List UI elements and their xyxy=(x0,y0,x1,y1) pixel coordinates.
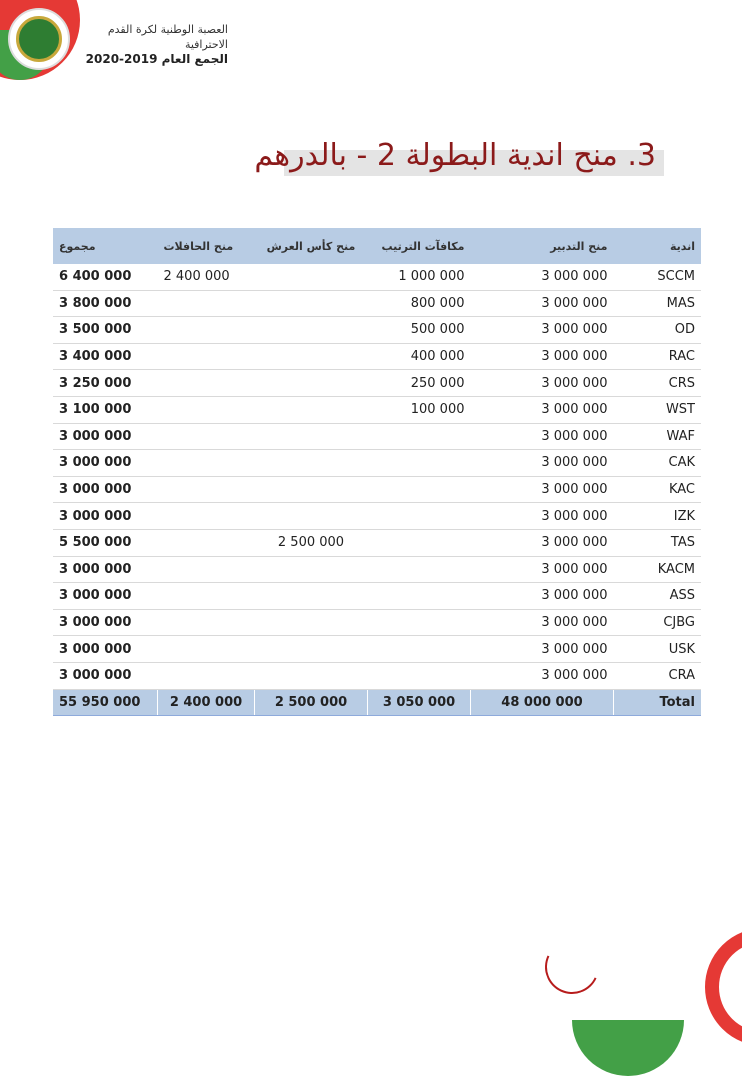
cell-throne-cup xyxy=(255,556,368,583)
cell-throne-cup xyxy=(255,662,368,689)
cell-management: 3 000 000 xyxy=(471,343,614,370)
cell-total: 3 000 000 xyxy=(53,503,158,530)
league-logo-icon xyxy=(8,8,70,70)
cell-caravans xyxy=(158,503,255,530)
cell-club: MAS xyxy=(614,290,702,317)
total-caravans: 2 400 000 xyxy=(158,689,255,716)
cell-throne-cup xyxy=(255,290,368,317)
cell-club: USK xyxy=(614,636,702,663)
header-management: منح التدبير xyxy=(471,228,614,264)
cell-ranking: 400 000 xyxy=(368,343,471,370)
cell-caravans xyxy=(158,423,255,450)
cell-caravans xyxy=(158,609,255,636)
cell-ranking xyxy=(368,556,471,583)
header-ranking: مكافآت الترتيب xyxy=(368,228,471,264)
table-row xyxy=(53,396,701,423)
cell-throne-cup xyxy=(255,343,368,370)
cell-management: 3 000 000 xyxy=(471,609,614,636)
total-total: 55 950 000 xyxy=(53,689,158,716)
cell-caravans xyxy=(158,290,255,317)
cell-caravans xyxy=(158,636,255,663)
table-row xyxy=(53,609,701,636)
cell-club: IZK xyxy=(614,503,702,530)
cell-management: 3 000 000 xyxy=(471,290,614,317)
header-total: مجموع xyxy=(53,228,158,264)
cell-ranking xyxy=(368,476,471,503)
header-caravans: منح الحافلات xyxy=(158,228,255,264)
cell-club: SCCM xyxy=(614,264,702,290)
header-club: اندية xyxy=(614,228,702,264)
table-row xyxy=(53,317,701,344)
cell-ranking: 1 000 000 xyxy=(368,264,471,290)
cell-club: KACM xyxy=(614,556,702,583)
table-row xyxy=(53,476,701,503)
cell-club: TAS xyxy=(614,529,702,556)
cell-management: 3 000 000 xyxy=(471,556,614,583)
cell-ranking xyxy=(368,609,471,636)
cell-caravans xyxy=(158,396,255,423)
cell-ranking: 250 000 xyxy=(368,370,471,397)
cell-club: ASS xyxy=(614,583,702,610)
table-row xyxy=(53,503,701,530)
cell-club: WAF xyxy=(614,423,702,450)
table-row xyxy=(53,529,701,556)
table-body xyxy=(53,264,701,716)
cell-management: 3 000 000 xyxy=(471,264,614,290)
cell-total: 3 800 000 xyxy=(53,290,158,317)
total-club: Total xyxy=(614,689,702,716)
decorative-red-ring xyxy=(705,928,742,1046)
organization-name: العصبة الوطنية لكرة القدم الاحترافية xyxy=(107,23,228,51)
cell-total: 3 000 000 xyxy=(53,423,158,450)
cell-caravans xyxy=(158,662,255,689)
cell-caravans: 2 400 000 xyxy=(158,264,255,290)
cell-caravans xyxy=(158,476,255,503)
cell-total: 5 500 000 xyxy=(53,529,158,556)
decorative-arc xyxy=(537,932,606,1001)
cell-total: 3 500 000 xyxy=(53,317,158,344)
table-row xyxy=(53,450,701,477)
cell-throne-cup xyxy=(255,609,368,636)
cell-total: 3 000 000 xyxy=(53,556,158,583)
cell-club: OD xyxy=(614,317,702,344)
cell-club: KAC xyxy=(614,476,702,503)
cell-ranking xyxy=(368,503,471,530)
cell-total: 3 000 000 xyxy=(53,609,158,636)
cell-total: 3 000 000 xyxy=(53,583,158,610)
cell-total: 3 100 000 xyxy=(53,396,158,423)
cell-management: 3 000 000 xyxy=(471,396,614,423)
cell-management: 3 000 000 xyxy=(471,370,614,397)
cell-management: 3 000 000 xyxy=(471,503,614,530)
total-ranking: 3 050 000 xyxy=(368,689,471,716)
cell-caravans xyxy=(158,556,255,583)
cell-management: 3 000 000 xyxy=(471,450,614,477)
cell-club: CJBG xyxy=(614,609,702,636)
cell-total: 3 400 000 xyxy=(53,343,158,370)
cell-total: 3 250 000 xyxy=(53,370,158,397)
table-row xyxy=(53,343,701,370)
cell-throne-cup xyxy=(255,476,368,503)
table-row xyxy=(53,636,701,663)
cell-ranking xyxy=(368,450,471,477)
cell-total: 6 400 000 xyxy=(53,264,158,290)
cell-throne-cup xyxy=(255,264,368,290)
table-row xyxy=(53,290,701,317)
cell-throne-cup xyxy=(255,636,368,663)
cell-ranking xyxy=(368,636,471,663)
table-row xyxy=(53,662,701,689)
table-row xyxy=(53,583,701,610)
cell-throne-cup xyxy=(255,503,368,530)
cell-club: CRS xyxy=(614,370,702,397)
cell-ranking xyxy=(368,423,471,450)
cell-ranking: 500 000 xyxy=(368,317,471,344)
cell-management: 3 000 000 xyxy=(471,317,614,344)
cell-ranking xyxy=(368,662,471,689)
cell-club: RAC xyxy=(614,343,702,370)
cell-ranking: 100 000 xyxy=(368,396,471,423)
total-management: 48 000 000 xyxy=(471,689,614,716)
cell-total: 3 000 000 xyxy=(53,636,158,663)
cell-ranking xyxy=(368,529,471,556)
cell-caravans xyxy=(158,583,255,610)
cell-management: 3 000 000 xyxy=(471,476,614,503)
cell-throne-cup xyxy=(255,370,368,397)
cell-throne-cup xyxy=(255,396,368,423)
totals-row xyxy=(53,689,701,716)
cell-throne-cup xyxy=(255,317,368,344)
cell-throne-cup xyxy=(255,423,368,450)
cell-club: CAK xyxy=(614,450,702,477)
cell-total: 3 000 000 xyxy=(53,662,158,689)
decorative-green-half-circle xyxy=(572,1020,684,1076)
cell-management: 3 000 000 xyxy=(471,662,614,689)
cell-throne-cup xyxy=(255,450,368,477)
cell-total: 3 000 000 xyxy=(53,476,158,503)
table-row xyxy=(53,423,701,450)
organization-header xyxy=(78,22,228,67)
header-throne-cup: منح كأس العرش xyxy=(255,228,368,264)
cell-club: CRA xyxy=(614,662,702,689)
cell-throne-cup xyxy=(255,583,368,610)
cell-throne-cup: 2 500 000 xyxy=(255,529,368,556)
cell-club: WST xyxy=(614,396,702,423)
cell-management: 3 000 000 xyxy=(471,423,614,450)
general-assembly-label: الجمع العام 2019-2020 xyxy=(85,52,228,66)
total-throne-cup: 2 500 000 xyxy=(255,689,368,716)
grants-table xyxy=(53,228,701,716)
cell-management: 3 000 000 xyxy=(471,636,614,663)
cell-caravans xyxy=(158,529,255,556)
cell-caravans xyxy=(158,343,255,370)
cell-caravans xyxy=(158,317,255,344)
cell-ranking: 800 000 xyxy=(368,290,471,317)
page-title: 3. منح اندية البطولة 2 - بالدرهم xyxy=(254,138,656,173)
cell-total: 3 000 000 xyxy=(53,450,158,477)
table-row xyxy=(53,556,701,583)
table-row xyxy=(53,370,701,397)
table-row xyxy=(53,264,701,290)
cell-ranking xyxy=(368,583,471,610)
table-header-row xyxy=(53,228,701,264)
cell-caravans xyxy=(158,450,255,477)
cell-caravans xyxy=(158,370,255,397)
cell-management: 3 000 000 xyxy=(471,583,614,610)
cell-management: 3 000 000 xyxy=(471,529,614,556)
